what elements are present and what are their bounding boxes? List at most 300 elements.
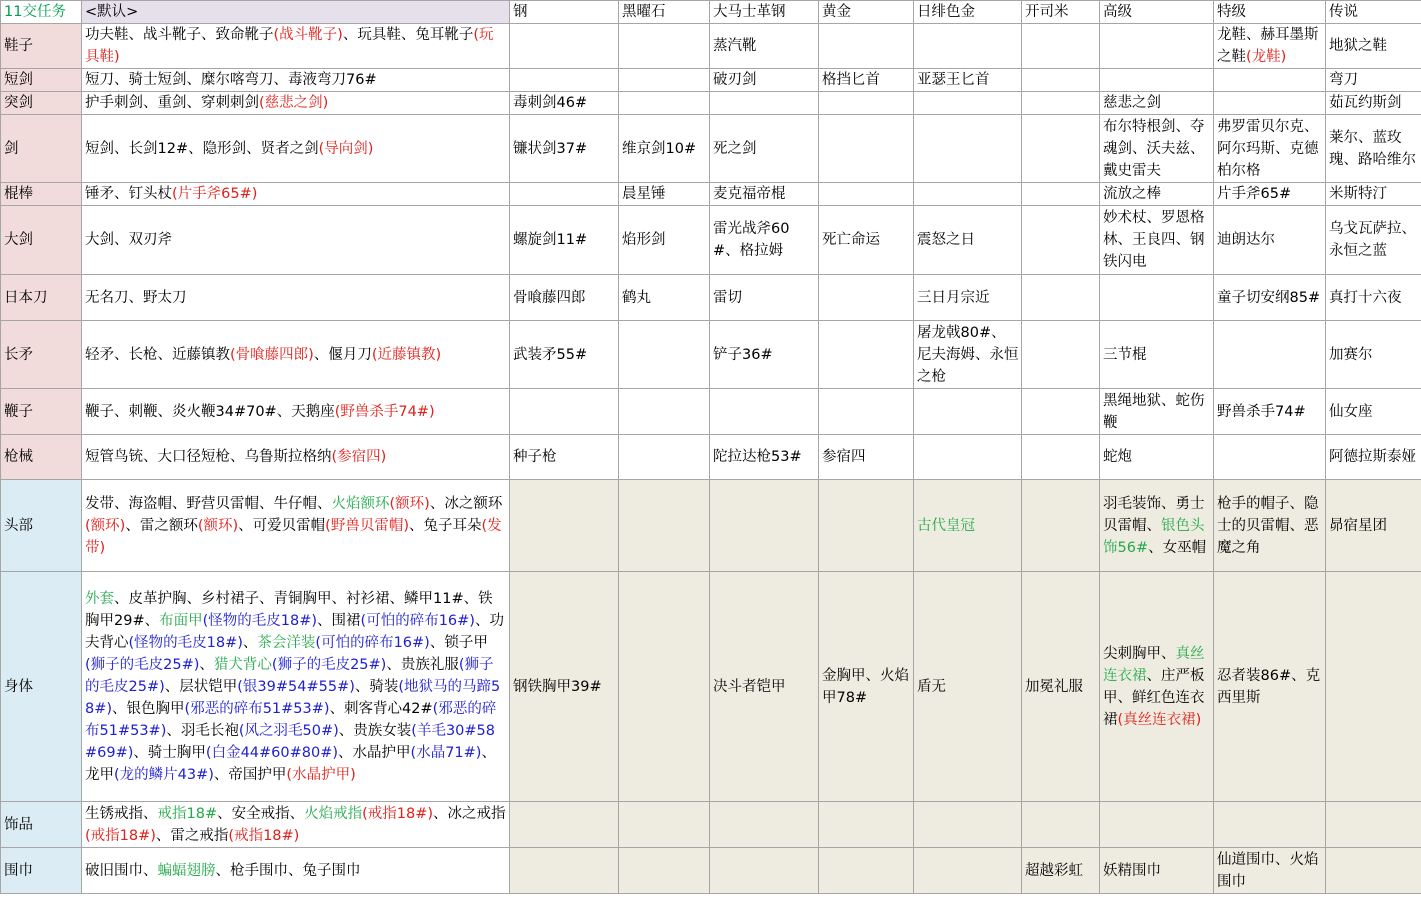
row-default-cell[interactable]	[82, 435, 510, 480]
cell-text: (战斗靴子)	[273, 27, 343, 43]
header-col-damascus[interactable]: 大马士革钢	[710, 1, 819, 24]
row-grade-cell[interactable]	[619, 572, 710, 802]
cell-text: 护手刺剑、重剑、穿刺刺剑	[85, 95, 259, 111]
cell-text: 陀拉达枪53#	[713, 449, 802, 465]
cell-text: (戒指18#)	[362, 805, 434, 822]
row-grade-cell[interactable]	[819, 480, 914, 572]
row-grade-cell[interactable]	[1100, 92, 1214, 115]
cell-text: (狮子的毛皮25#)	[85, 656, 200, 673]
cell-text: 、功夫背心	[85, 612, 504, 651]
row-grade-cell[interactable]	[710, 24, 819, 69]
row-grade-cell[interactable]	[710, 572, 819, 802]
row-default-cell[interactable]	[82, 572, 510, 802]
row-grade-cell[interactable]	[1022, 389, 1100, 435]
table-row	[1, 321, 1421, 389]
cell-text: 、	[242, 634, 258, 651]
row-grade-cell[interactable]	[1326, 848, 1421, 894]
cell-text: (龙的鳞片43#)	[114, 766, 214, 783]
row-grade-cell[interactable]	[619, 183, 710, 206]
row-grade-cell[interactable]	[510, 321, 619, 389]
row-grade-cell[interactable]	[1326, 183, 1421, 206]
cell-text: 火焰额环	[331, 495, 390, 512]
row-grade-cell[interactable]	[914, 275, 1022, 321]
cell-text: 大剑、双刃斧	[85, 232, 172, 248]
header-col-gold[interactable]: 黄金	[819, 1, 914, 24]
cell-text: 、	[199, 656, 214, 673]
row-grade-cell[interactable]	[1100, 572, 1214, 802]
cell-text: (真丝连衣裙)	[1117, 711, 1202, 728]
cell-text: 功夫鞋、战斗靴子、致命靴子	[85, 27, 274, 43]
cell-text: 外套	[85, 590, 114, 607]
header-col-cashmere[interactable]: 开司米	[1022, 1, 1100, 24]
cell-text: 晨星锤	[622, 186, 666, 202]
row-category-cell[interactable]: 剑	[1, 115, 82, 183]
row-grade-cell[interactable]	[710, 92, 819, 115]
row-grade-cell[interactable]	[1326, 92, 1421, 115]
row-default-cell[interactable]	[82, 183, 510, 206]
cell-text: (风之羽毛50#)	[238, 722, 339, 739]
row-grade-cell[interactable]	[710, 69, 819, 92]
row-grade-cell[interactable]	[710, 275, 819, 321]
row-grade-cell[interactable]	[619, 206, 710, 275]
cell-text: 真打十六夜	[1329, 289, 1402, 306]
cell-text: (额环)	[197, 517, 239, 534]
row-grade-cell[interactable]	[1214, 69, 1326, 92]
cell-text: 、枪手围巾、兔子围巾	[215, 862, 361, 879]
cell-text: 流放之棒	[1103, 186, 1161, 202]
row-grade-cell[interactable]	[710, 321, 819, 389]
row-grade-cell[interactable]	[914, 115, 1022, 183]
row-grade-cell[interactable]	[1326, 480, 1421, 572]
cell-text: 铲子36#	[713, 346, 773, 363]
cell-text: 参宿四	[822, 449, 866, 465]
cell-text: 破刃剑	[713, 72, 757, 88]
cell-text: 加赛尔	[1329, 346, 1373, 363]
row-grade-cell[interactable]	[619, 389, 710, 435]
row-grade-cell[interactable]	[819, 802, 914, 848]
row-grade-cell[interactable]	[1022, 321, 1100, 389]
row-grade-cell[interactable]	[1022, 275, 1100, 321]
cell-text: (骨喰藤四郎)	[230, 346, 314, 363]
cell-text: (片手斧65#)	[172, 186, 258, 202]
cell-text: (怪物的毛皮18#)	[202, 612, 318, 629]
cell-text: 镰状剑37#	[513, 140, 588, 157]
row-grade-cell[interactable]	[619, 69, 710, 92]
row-default-cell[interactable]	[82, 480, 510, 572]
row-category-cell[interactable]: 鞋子	[1, 24, 82, 69]
cell-text: 仙女座	[1329, 403, 1373, 420]
row-grade-cell[interactable]	[510, 389, 619, 435]
cell-text: 武装矛55#	[513, 346, 588, 363]
cell-text: 慈悲之剑	[1103, 95, 1161, 111]
row-grade-cell[interactable]	[1100, 389, 1214, 435]
cell-text: 黑绳地狱、蛇伤鞭	[1103, 392, 1205, 431]
cell-text: 死之剑	[713, 140, 757, 157]
cell-text: 毒刺剑46#	[513, 95, 588, 111]
table-row	[1, 848, 1421, 894]
header-col-steel[interactable]: 钢	[510, 1, 619, 24]
row-grade-cell[interactable]	[819, 92, 914, 115]
header-col-advanced[interactable]: 高级	[1100, 1, 1214, 24]
cell-text: 雷光战斧60#、格拉姆	[713, 221, 790, 259]
cell-text: 银色头饰56#	[1103, 517, 1205, 556]
row-grade-cell[interactable]	[1022, 206, 1100, 275]
cell-text: 、庄严板甲、鲜红色连衣裙	[1103, 667, 1205, 728]
row-grade-cell[interactable]	[1326, 69, 1421, 92]
row-grade-cell[interactable]	[710, 848, 819, 894]
cell-text: 米斯特汀	[1329, 186, 1387, 202]
row-category-cell[interactable]: 围巾	[1, 848, 82, 894]
row-grade-cell[interactable]	[819, 572, 914, 802]
row-grade-cell[interactable]	[819, 69, 914, 92]
header-col-orichalcum[interactable]: 日绯色金	[914, 1, 1022, 24]
row-grade-cell[interactable]	[819, 275, 914, 321]
row-grade-cell[interactable]	[1326, 572, 1421, 802]
cell-text: 蛇炮	[1103, 449, 1132, 465]
row-grade-cell[interactable]	[1100, 802, 1214, 848]
row-category-cell[interactable]: 日本刀	[1, 275, 82, 321]
table-row	[1, 24, 1421, 69]
cell-text: 无名刀、野太刀	[85, 289, 187, 306]
row-grade-cell[interactable]	[510, 69, 619, 92]
cell-text: 、雷之戒指	[155, 827, 229, 844]
row-grade-cell[interactable]	[914, 435, 1022, 480]
cell-text: 短管鸟铳、大口径短枪、乌鲁斯拉格纳	[85, 449, 332, 465]
cell-text: 莱尔、蓝玫瑰、路哈维尔	[1329, 129, 1416, 168]
table-row	[1, 480, 1421, 572]
cell-text: (龙鞋)	[1246, 49, 1287, 65]
row-grade-cell[interactable]	[1214, 572, 1326, 802]
row-grade-cell[interactable]	[1022, 848, 1100, 894]
table-row	[1, 206, 1421, 275]
row-grade-cell[interactable]	[619, 275, 710, 321]
row-grade-cell[interactable]	[914, 480, 1022, 572]
row-grade-cell[interactable]	[1100, 435, 1214, 480]
row-grade-cell[interactable]	[510, 24, 619, 69]
row-grade-cell[interactable]	[510, 275, 619, 321]
row-grade-cell[interactable]	[819, 435, 914, 480]
row-grade-cell[interactable]	[619, 848, 710, 894]
table-row	[1, 389, 1421, 435]
row-grade-cell[interactable]	[1214, 275, 1326, 321]
row-grade-cell[interactable]	[914, 183, 1022, 206]
cell-text: 决斗者铠甲	[713, 678, 786, 695]
cell-text: 、贵族女装	[338, 722, 412, 739]
row-default-cell[interactable]	[82, 92, 510, 115]
row-grade-cell[interactable]	[510, 802, 619, 848]
cell-text: (参宿四)	[331, 449, 387, 465]
cell-text: 、冰之戒指	[433, 805, 506, 822]
cell-text: 骨喰藤四郎	[513, 289, 586, 306]
cell-text: (狮子的毛皮25#)	[85, 656, 494, 695]
cell-text: (白金44#60#80#)	[205, 744, 339, 761]
cell-text: (银39#54#55#)	[237, 678, 355, 695]
row-grade-cell[interactable]	[819, 183, 914, 206]
row-grade-cell[interactable]	[710, 206, 819, 275]
cell-text: 蝙蝠翅膀	[157, 862, 216, 879]
table-row	[1, 92, 1421, 115]
row-grade-cell[interactable]	[1326, 275, 1421, 321]
row-grade-cell[interactable]	[1214, 92, 1326, 115]
cell-text: (玩具鞋)	[85, 27, 494, 65]
row-grade-cell[interactable]	[1022, 480, 1100, 572]
cell-text: 、水晶护甲	[338, 744, 411, 761]
row-grade-cell[interactable]	[1100, 206, 1214, 275]
row-category-cell[interactable]: 身体	[1, 572, 82, 802]
cell-text: 昴宿星团	[1329, 517, 1387, 534]
row-grade-cell[interactable]	[1100, 24, 1214, 69]
cell-text: 片手斧65#	[1217, 186, 1292, 202]
header-col-legend[interactable]: 传说	[1326, 1, 1421, 24]
row-grade-cell[interactable]	[619, 802, 710, 848]
row-grade-cell[interactable]	[510, 92, 619, 115]
cell-text: 、女巫帽	[1148, 539, 1207, 556]
row-category-cell[interactable]: 枪械	[1, 435, 82, 480]
cell-text: 、锁子甲	[429, 634, 488, 651]
cell-text: 羽毛装饰、勇士贝雷帽、	[1103, 495, 1205, 534]
row-grade-cell[interactable]	[1214, 802, 1326, 848]
row-grade-cell[interactable]	[510, 206, 619, 275]
cell-text: (羊毛30#58#69#)	[85, 722, 495, 761]
cell-text: 、玩具鞋、兔耳靴子	[342, 27, 474, 43]
cell-text: 麦克福帝棍	[713, 186, 786, 202]
row-grade-cell[interactable]	[510, 572, 619, 802]
cell-text: 、雷之额环	[125, 517, 198, 534]
table-row	[1, 572, 1421, 802]
row-grade-cell[interactable]	[1100, 480, 1214, 572]
row-grade-cell[interactable]	[1214, 183, 1326, 206]
row-grade-cell[interactable]	[1022, 69, 1100, 92]
row-grade-cell[interactable]	[1326, 389, 1421, 435]
row-grade-cell[interactable]	[819, 389, 914, 435]
header-col-special[interactable]: 特级	[1214, 1, 1326, 24]
cell-text: 猎犬背心	[213, 656, 272, 673]
cell-text: (可怕的碎布16#)	[315, 634, 430, 651]
cell-text: 螺旋剑11#	[513, 232, 588, 248]
row-category-cell[interactable]: 大剑	[1, 206, 82, 275]
cell-text: 、帝国护甲	[213, 766, 287, 783]
row-grade-cell[interactable]	[914, 802, 1022, 848]
row-grade-cell[interactable]	[819, 321, 914, 389]
row-grade-cell[interactable]	[1100, 848, 1214, 894]
cell-text: 火焰戒指	[304, 805, 363, 822]
row-grade-cell[interactable]	[914, 206, 1022, 275]
cell-text: 迪朗达尔	[1217, 232, 1275, 248]
row-grade-cell[interactable]	[1326, 24, 1421, 69]
cell-text: 忍者装86#、克西里斯	[1217, 667, 1321, 706]
row-grade-cell[interactable]	[619, 435, 710, 480]
row-grade-cell[interactable]	[1214, 321, 1326, 389]
cell-text: 茹瓦约斯剑	[1329, 95, 1402, 111]
cell-text: 屠龙戟80#、尼夫海姆、永恒之枪	[917, 324, 1019, 385]
row-grade-cell[interactable]	[710, 480, 819, 572]
row-default-cell[interactable]	[82, 321, 510, 389]
cell-text: 、皮革护胸、乡村裙子、青铜胸甲、衬衫裙、鳞甲11#、铁胸甲29#、	[85, 590, 493, 629]
row-grade-cell[interactable]	[619, 321, 710, 389]
cell-text: 加冕礼服	[1025, 678, 1083, 695]
row-grade-cell[interactable]	[1214, 206, 1326, 275]
row-grade-cell[interactable]	[1022, 802, 1100, 848]
row-grade-cell[interactable]	[1214, 435, 1326, 480]
cell-text: (地狱马的马蹄58#)	[85, 678, 501, 717]
cell-text: (戒指18#)	[228, 827, 300, 844]
row-default-cell[interactable]	[82, 802, 510, 848]
cell-text: 阿德拉斯泰娅	[1329, 449, 1416, 465]
cell-text: 种子枪	[513, 449, 557, 465]
row-category-cell[interactable]: 鞭子	[1, 389, 82, 435]
table-row	[1, 802, 1421, 848]
cell-text: 、层状铠甲	[164, 678, 238, 695]
row-grade-cell[interactable]	[710, 802, 819, 848]
cell-text: 弯刀	[1329, 72, 1358, 88]
cell-text: 蒸汽靴	[713, 38, 757, 54]
row-category-cell[interactable]: 棍棒	[1, 183, 82, 206]
cell-text: 布面甲	[159, 612, 203, 629]
row-grade-cell[interactable]	[1100, 275, 1214, 321]
cell-text: 轻矛、长枪、近藤镇教	[85, 346, 230, 363]
row-grade-cell[interactable]	[1214, 480, 1326, 572]
cell-text: 仙道围巾、火焰围巾	[1217, 851, 1319, 890]
cell-text: 发带、海盗帽、野营贝雷帽、牛仔帽、	[85, 495, 332, 512]
cell-text: 鹤丸	[622, 289, 651, 306]
row-grade-cell[interactable]	[1022, 183, 1100, 206]
cell-text: (野兽贝雷帽)	[325, 517, 409, 534]
cell-text: 尖刺胸甲、	[1103, 645, 1176, 662]
row-grade-cell[interactable]	[619, 480, 710, 572]
row-grade-cell[interactable]	[1100, 321, 1214, 389]
row-default-cell[interactable]	[82, 24, 510, 69]
cell-text: 、银色胸甲	[112, 700, 185, 717]
header-col-obsidian[interactable]: 黑曜石	[619, 1, 710, 24]
row-grade-cell[interactable]	[1022, 24, 1100, 69]
cell-text: 龙鞋、赫耳墨斯之鞋	[1217, 27, 1319, 65]
cell-text: 鞭子、刺鞭、炎火鞭34#70#、天鹅座	[85, 403, 335, 420]
row-default-cell[interactable]	[82, 115, 510, 183]
cell-text: (额环)	[389, 495, 430, 512]
cell-text: (可怕的碎布16#)	[360, 612, 475, 629]
row-grade-cell[interactable]	[1214, 24, 1326, 69]
cell-text: 乌戈瓦萨拉、永恒之蓝	[1329, 221, 1416, 259]
cell-text: 短刀、骑士短剑、糜尔喀弯刀、毒液弯刀76#	[85, 72, 377, 88]
cell-text: 、安全戒指、	[217, 805, 305, 822]
row-grade-cell[interactable]	[1326, 115, 1421, 183]
row-category-cell[interactable]: 短剑	[1, 69, 82, 92]
row-category-cell[interactable]: 突剑	[1, 92, 82, 115]
cell-text: 、贵族礼服	[386, 656, 459, 673]
cell-text: 死亡命运	[822, 232, 880, 248]
row-grade-cell[interactable]	[819, 115, 914, 183]
row-grade-cell[interactable]	[1326, 435, 1421, 480]
row-grade-cell[interactable]	[914, 321, 1022, 389]
header-default-cell[interactable]: <默认>	[82, 1, 510, 24]
row-grade-cell[interactable]	[510, 115, 619, 183]
cell-text: (狮子的毛皮25#)	[271, 656, 387, 673]
cell-text: (野兽杀手74#)	[334, 403, 435, 420]
cell-text: 、羽毛长袍	[166, 722, 239, 739]
cell-text: 破旧围巾、	[85, 862, 158, 879]
row-grade-cell[interactable]	[510, 435, 619, 480]
cell-text: 震怒之日	[917, 232, 975, 248]
row-grade-cell[interactable]	[819, 24, 914, 69]
cell-text: 、刺客背心42#	[329, 700, 433, 717]
row-category-cell[interactable]: 长矛	[1, 321, 82, 389]
row-grade-cell[interactable]	[710, 435, 819, 480]
row-default-cell[interactable]	[82, 848, 510, 894]
table-row	[1, 115, 1421, 183]
row-grade-cell[interactable]	[1022, 115, 1100, 183]
cell-text: 、冰之额环	[429, 495, 503, 512]
cell-text: (导向剑)	[318, 140, 374, 157]
row-grade-cell[interactable]	[1100, 183, 1214, 206]
header-task-cell[interactable]: 11交任务	[1, 1, 82, 24]
row-grade-cell[interactable]	[619, 92, 710, 115]
row-grade-cell[interactable]	[1326, 321, 1421, 389]
row-grade-cell[interactable]	[710, 389, 819, 435]
cell-text: 真丝连衣裙	[1103, 645, 1205, 684]
cell-text: 金胸甲、火焰甲78#	[822, 667, 909, 706]
row-grade-cell[interactable]	[510, 848, 619, 894]
row-grade-cell[interactable]	[914, 572, 1022, 802]
row-grade-cell[interactable]	[914, 24, 1022, 69]
cell-text: 、龙甲	[85, 744, 496, 783]
row-grade-cell[interactable]	[1022, 435, 1100, 480]
cell-text: 、骑士胸甲	[133, 744, 206, 761]
row-grade-cell[interactable]	[1326, 802, 1421, 848]
row-default-cell[interactable]	[82, 389, 510, 435]
row-grade-cell[interactable]	[914, 92, 1022, 115]
row-grade-cell[interactable]	[1214, 115, 1326, 183]
row-category-cell[interactable]: 头部	[1, 480, 82, 572]
row-grade-cell[interactable]	[510, 480, 619, 572]
row-grade-cell[interactable]	[619, 115, 710, 183]
row-grade-cell[interactable]	[1022, 572, 1100, 802]
row-grade-cell[interactable]	[914, 848, 1022, 894]
cell-text: (怪物的毛皮18#)	[128, 634, 243, 651]
cell-text: 、兔子耳朵	[408, 517, 482, 534]
row-grade-cell[interactable]	[710, 183, 819, 206]
row-grade-cell[interactable]	[1326, 206, 1421, 275]
row-grade-cell[interactable]	[1100, 69, 1214, 92]
row-category-cell[interactable]: 饰品	[1, 802, 82, 848]
cell-text: 雷切	[713, 289, 742, 306]
row-grade-cell[interactable]	[1100, 115, 1214, 183]
row-grade-cell[interactable]	[1214, 848, 1326, 894]
row-grade-cell[interactable]	[619, 24, 710, 69]
cell-text: (邪恶的碎布51#53#)	[184, 700, 330, 717]
row-grade-cell[interactable]	[1214, 389, 1326, 435]
row-default-cell[interactable]	[82, 275, 510, 321]
row-grade-cell[interactable]	[819, 848, 914, 894]
cell-text: 戒指18#	[157, 805, 218, 822]
row-grade-cell[interactable]	[710, 115, 819, 183]
cell-text: 三日月宗近	[917, 289, 990, 306]
cell-text: 盾无	[917, 678, 946, 695]
row-grade-cell[interactable]	[914, 389, 1022, 435]
cell-text: 茶会洋装	[257, 634, 316, 651]
cell-text: 、可爱贝雷帽	[238, 517, 326, 534]
cell-text: (慈悲之剑)	[259, 95, 329, 111]
row-grade-cell[interactable]	[510, 183, 619, 206]
row-default-cell[interactable]	[82, 69, 510, 92]
row-default-cell[interactable]	[82, 206, 510, 275]
cell-text: 妖精围巾	[1103, 862, 1161, 879]
row-grade-cell[interactable]	[819, 206, 914, 275]
row-grade-cell[interactable]	[1022, 92, 1100, 115]
cell-text: (戒指18#)	[85, 827, 156, 844]
cell-text: 三节棍	[1103, 346, 1147, 363]
cell-text: 地狱之鞋	[1329, 38, 1387, 54]
row-grade-cell[interactable]	[914, 69, 1022, 92]
